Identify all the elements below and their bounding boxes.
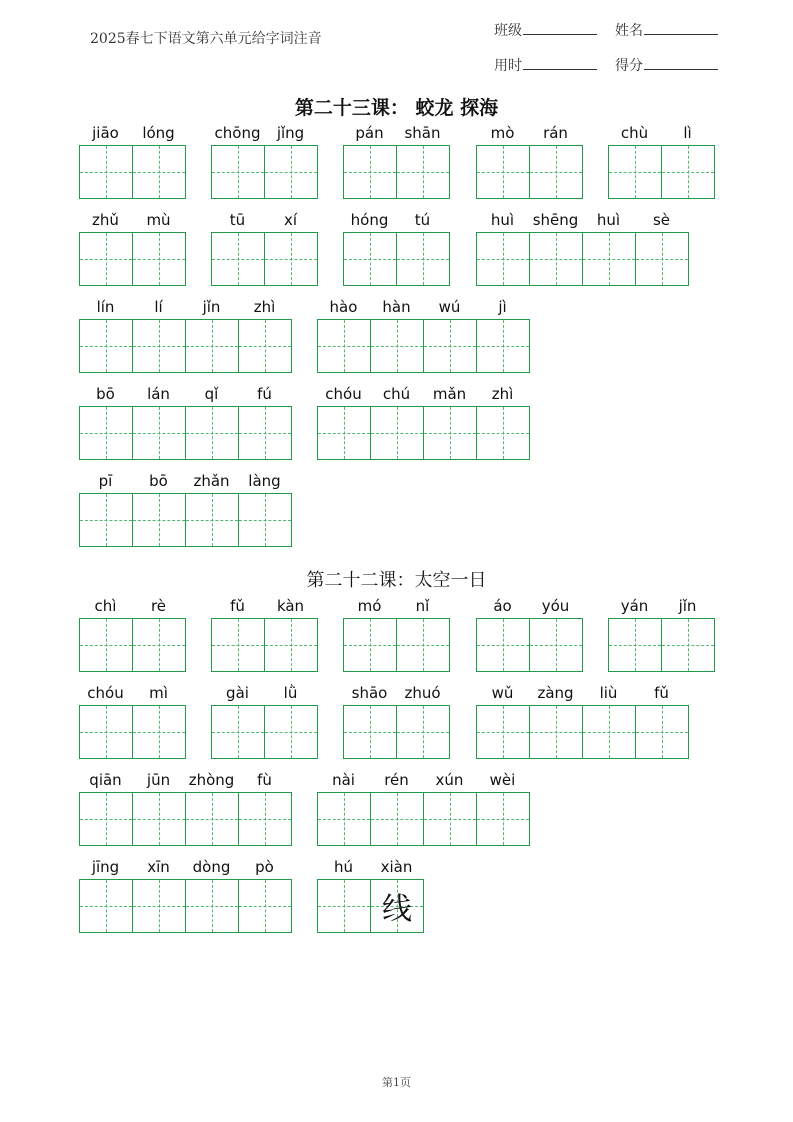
char-cell	[211, 681, 264, 759]
char-cell	[264, 208, 317, 286]
char-cell	[423, 295, 476, 373]
tian-zi-box[interactable]	[211, 145, 264, 199]
char-cell	[608, 121, 661, 199]
word-group	[211, 208, 317, 286]
pinyin-label: mó	[357, 597, 382, 615]
pinyin-label: huì	[490, 211, 515, 229]
pinyin-label: gài	[226, 684, 249, 702]
pinyin-label: hú	[333, 858, 353, 876]
pinyin-label: xiàn	[380, 858, 413, 876]
pinyin-label: xí	[283, 211, 298, 229]
tian-zi-box[interactable]	[370, 319, 423, 373]
pinyin-label: lí	[154, 298, 163, 316]
tian-zi-box[interactable]	[423, 792, 476, 846]
pinyin-label: mì	[149, 684, 168, 702]
tian-zi-box[interactable]	[132, 618, 186, 672]
pinyin-label: áo	[493, 597, 512, 615]
char-cell	[476, 382, 529, 460]
char-cell	[132, 681, 185, 759]
tian-zi-box[interactable]	[132, 792, 185, 846]
pinyin-label: jūn	[146, 771, 171, 789]
tian-zi-box[interactable]	[476, 406, 530, 460]
pinyin-label: zhòng	[188, 771, 235, 789]
char-cell	[396, 208, 449, 286]
pinyin-label: zhǔ	[92, 211, 119, 229]
tian-zi-box[interactable]	[238, 406, 292, 460]
time-blank[interactable]	[523, 57, 597, 70]
char-cell	[79, 681, 132, 759]
pinyin-label: jǐn	[202, 298, 221, 316]
name-field	[615, 20, 718, 40]
tian-zi-box[interactable]	[396, 232, 450, 286]
char-cell	[132, 121, 185, 199]
tian-zi-box[interactable]	[370, 879, 424, 933]
pinyin-label: lǜ	[283, 684, 298, 702]
word-group	[476, 208, 688, 286]
word-group	[343, 594, 449, 672]
char-cell	[317, 768, 370, 846]
tian-zi-box[interactable]	[132, 319, 185, 373]
hanzi-character: 线	[382, 892, 412, 927]
tian-zi-box[interactable]	[132, 705, 186, 759]
pinyin-label: zàng	[537, 684, 574, 702]
word-group	[211, 121, 317, 199]
char-cell	[529, 594, 582, 672]
char-cell	[185, 295, 238, 373]
char-cell	[476, 768, 529, 846]
tian-zi-box[interactable]	[582, 705, 635, 759]
tian-zi-box[interactable]	[476, 232, 529, 286]
section-title-lesson-23: 第二十三课： 蛟龙 探海	[294, 97, 499, 119]
char-cell	[132, 855, 185, 933]
pinyin-label: chì	[94, 597, 117, 615]
pinyin-label: hào	[329, 298, 358, 316]
pinyin-label: lì	[683, 124, 692, 142]
pinyin-label: yóu	[541, 597, 570, 615]
pinyin-label: zhǎn	[193, 472, 230, 490]
char-cell	[185, 469, 238, 547]
char-cell	[132, 768, 185, 846]
word-group	[79, 594, 185, 672]
time-field	[494, 55, 597, 75]
pinyin-label: yán	[620, 597, 649, 615]
tian-zi-box[interactable]	[317, 879, 370, 933]
pinyin-label: chōng	[214, 124, 261, 142]
pinyin-label: qǐ	[204, 385, 219, 403]
pinyin-label: chù	[620, 124, 649, 142]
char-cell	[370, 855, 423, 933]
char-cell	[79, 382, 132, 460]
char-cell	[423, 768, 476, 846]
time-label: 用时	[494, 58, 522, 74]
tian-zi-box[interactable]	[79, 618, 132, 672]
pinyin-label: tū	[229, 211, 246, 229]
pinyin-label: hàn	[382, 298, 411, 316]
char-cell	[661, 121, 714, 199]
section-title-lesson-22: 第二十二课：太空一日	[306, 570, 487, 591]
tian-zi-box[interactable]	[396, 618, 450, 672]
char-cell	[132, 469, 185, 547]
pinyin-label: lóng	[142, 124, 175, 142]
document-title: 2025春七下语文第六单元给字词注音	[90, 31, 322, 47]
word-group	[79, 295, 291, 373]
tian-zi-box[interactable]	[476, 145, 529, 199]
tian-zi-box[interactable]	[185, 792, 238, 846]
tian-zi-box[interactable]	[238, 879, 292, 933]
pinyin-label: liù	[599, 684, 618, 702]
tian-zi-box[interactable]	[608, 145, 661, 199]
pinyin-label: sè	[652, 211, 671, 229]
word-group	[608, 594, 714, 672]
word-group	[211, 594, 317, 672]
char-cell	[608, 594, 661, 672]
tian-zi-box[interactable]	[211, 618, 264, 672]
word-group	[343, 208, 449, 286]
tian-zi-box[interactable]	[396, 705, 450, 759]
tian-zi-box[interactable]	[343, 618, 396, 672]
tian-zi-box[interactable]	[317, 406, 370, 460]
char-cell	[370, 768, 423, 846]
pinyin-label: lín	[96, 298, 115, 316]
pinyin-label: bō	[96, 385, 115, 403]
tian-zi-box[interactable]	[476, 792, 530, 846]
tian-zi-box[interactable]	[317, 319, 370, 373]
char-cell	[317, 295, 370, 373]
pinyin-label: wú	[438, 298, 461, 316]
char-cell	[529, 681, 582, 759]
word-group	[343, 681, 449, 759]
char-cell	[264, 594, 317, 672]
char-cell	[238, 469, 291, 547]
name-label: 姓名	[615, 23, 643, 39]
pinyin-label: tú	[414, 211, 431, 229]
char-cell	[343, 208, 396, 286]
pinyin-label: shāo	[351, 684, 388, 702]
char-cell	[79, 208, 132, 286]
pinyin-label: shān	[404, 124, 441, 142]
pinyin-label: fù	[257, 771, 272, 789]
tian-zi-box[interactable]	[317, 792, 370, 846]
char-cell	[264, 681, 317, 759]
pinyin-label: xún	[435, 771, 464, 789]
tian-zi-box[interactable]	[79, 145, 132, 199]
tian-zi-box[interactable]	[79, 493, 132, 547]
char-cell	[79, 121, 132, 199]
pinyin-label: shēng	[532, 211, 579, 229]
tian-zi-box[interactable]	[238, 319, 292, 373]
pinyin-label: lán	[147, 385, 170, 403]
pinyin-label: jǐn	[678, 597, 697, 615]
word-group	[79, 208, 185, 286]
char-cell	[396, 121, 449, 199]
tian-zi-box[interactable]	[529, 618, 583, 672]
tian-zi-box[interactable]	[79, 705, 132, 759]
tian-zi-box[interactable]	[79, 406, 132, 460]
char-cell	[238, 295, 291, 373]
char-cell	[185, 382, 238, 460]
char-cell	[132, 594, 185, 672]
tian-zi-box[interactable]	[264, 705, 318, 759]
char-cell	[79, 469, 132, 547]
word-group	[79, 855, 291, 933]
pinyin-label: chóu	[87, 684, 124, 702]
pinyin-label: fǔ	[654, 684, 669, 702]
tian-zi-box[interactable]	[211, 232, 264, 286]
pinyin-label: rén	[384, 771, 409, 789]
tian-zi-box[interactable]	[238, 792, 292, 846]
score-field	[615, 55, 718, 75]
tian-zi-box[interactable]	[79, 879, 132, 933]
char-cell	[635, 208, 688, 286]
tian-zi-box[interactable]	[635, 232, 689, 286]
pinyin-label: wǔ	[491, 684, 514, 702]
tian-zi-box[interactable]	[423, 319, 476, 373]
char-cell	[79, 855, 132, 933]
char-cell	[476, 594, 529, 672]
pinyin-label: jiāo	[92, 124, 119, 142]
char-cell	[476, 681, 529, 759]
char-cell	[476, 208, 529, 286]
pinyin-label: mò	[490, 124, 515, 142]
word-group	[343, 121, 449, 199]
tian-zi-box[interactable]	[370, 792, 423, 846]
word-group	[79, 768, 291, 846]
char-cell	[185, 855, 238, 933]
pinyin-label: pò	[255, 858, 274, 876]
pinyin-label: qiān	[89, 771, 122, 789]
char-cell	[185, 768, 238, 846]
tian-zi-box[interactable]	[132, 493, 185, 547]
pinyin-label: dòng	[192, 858, 231, 876]
word-group	[608, 121, 714, 199]
pinyin-label: fǔ	[230, 597, 245, 615]
word-group	[317, 295, 529, 373]
tian-zi-box[interactable]	[582, 232, 635, 286]
pinyin-label: wèi	[489, 771, 516, 789]
char-cell	[529, 121, 582, 199]
tian-zi-box[interactable]	[264, 618, 318, 672]
tian-zi-box[interactable]	[238, 493, 292, 547]
tian-zi-box[interactable]	[185, 406, 238, 460]
word-group	[79, 469, 291, 547]
pinyin-label: pán	[355, 124, 384, 142]
pinyin-label: zhuó	[404, 684, 441, 702]
char-cell	[264, 121, 317, 199]
char-cell	[370, 382, 423, 460]
tian-zi-box[interactable]	[476, 618, 529, 672]
char-cell	[317, 382, 370, 460]
tian-zi-box[interactable]	[79, 319, 132, 373]
word-group	[79, 681, 185, 759]
score-label: 得分	[615, 58, 643, 74]
pinyin-label: jǐng	[276, 124, 305, 142]
char-cell	[529, 208, 582, 286]
char-cell	[211, 121, 264, 199]
char-cell	[343, 594, 396, 672]
pinyin-label: kàn	[276, 597, 305, 615]
pinyin-label: bō	[149, 472, 168, 490]
class-label: 班级	[494, 23, 522, 39]
char-cell	[635, 681, 688, 759]
score-blank[interactable]	[644, 57, 718, 70]
word-group	[476, 121, 582, 199]
tian-zi-box[interactable]	[529, 145, 583, 199]
word-group	[476, 594, 582, 672]
tian-zi-box[interactable]	[79, 232, 132, 286]
word-group	[79, 121, 185, 199]
tian-zi-box[interactable]	[608, 618, 661, 672]
char-cell	[132, 382, 185, 460]
pinyin-label: chóu	[325, 385, 362, 403]
pinyin-label: hóng	[350, 211, 389, 229]
tian-zi-box[interactable]	[79, 792, 132, 846]
tian-zi-box[interactable]	[185, 493, 238, 547]
char-cell	[132, 295, 185, 373]
word-group	[317, 855, 423, 933]
tian-zi-box[interactable]	[264, 145, 318, 199]
class-blank[interactable]	[523, 22, 597, 35]
tian-zi-box[interactable]	[423, 406, 476, 460]
char-cell	[396, 594, 449, 672]
char-cell	[79, 295, 132, 373]
word-group	[79, 382, 291, 460]
char-cell	[211, 208, 264, 286]
pinyin-label: chú	[382, 385, 411, 403]
char-cell	[476, 295, 529, 373]
pinyin-label: rè	[150, 597, 167, 615]
tian-zi-box[interactable]	[396, 145, 450, 199]
tian-zi-box[interactable]	[370, 406, 423, 460]
pinyin-label: huì	[596, 211, 621, 229]
tian-zi-box[interactable]	[661, 145, 715, 199]
char-cell	[132, 208, 185, 286]
tian-zi-box[interactable]	[132, 145, 186, 199]
char-cell	[211, 594, 264, 672]
char-cell	[582, 681, 635, 759]
pinyin-label: mù	[146, 211, 171, 229]
char-cell	[79, 594, 132, 672]
page-number: 第1页	[382, 1076, 411, 1089]
pinyin-label: xīn	[147, 858, 170, 876]
tian-zi-box[interactable]	[211, 705, 264, 759]
pinyin-label: nǐ	[415, 597, 430, 615]
pinyin-label: nài	[332, 771, 355, 789]
word-group	[317, 382, 529, 460]
tian-zi-box[interactable]	[185, 879, 238, 933]
char-cell	[343, 681, 396, 759]
tian-zi-box[interactable]	[529, 232, 582, 286]
pinyin-label: zhì	[253, 298, 276, 316]
tian-zi-box[interactable]	[343, 145, 396, 199]
class-field	[494, 20, 597, 40]
pinyin-label: jì	[498, 298, 507, 316]
word-group	[211, 681, 317, 759]
char-cell	[238, 768, 291, 846]
tian-zi-box[interactable]	[635, 705, 689, 759]
tian-zi-box[interactable]	[343, 705, 396, 759]
char-cell	[423, 382, 476, 460]
pinyin-label: mǎn	[432, 385, 467, 403]
char-cell	[661, 594, 714, 672]
pinyin-label: jīng	[91, 858, 120, 876]
tian-zi-box[interactable]	[476, 319, 530, 373]
tian-zi-box[interactable]	[529, 705, 582, 759]
char-cell	[317, 855, 370, 933]
pinyin-label: làng	[248, 472, 281, 490]
word-group	[476, 681, 688, 759]
tian-zi-box[interactable]	[185, 319, 238, 373]
char-cell	[396, 681, 449, 759]
char-cell	[238, 382, 291, 460]
tian-zi-box[interactable]	[264, 232, 318, 286]
char-cell	[238, 855, 291, 933]
name-blank[interactable]	[644, 22, 718, 35]
char-cell	[79, 768, 132, 846]
tian-zi-box[interactable]	[132, 406, 185, 460]
tian-zi-box[interactable]	[132, 879, 185, 933]
char-cell	[370, 295, 423, 373]
char-cell	[343, 121, 396, 199]
char-cell	[582, 208, 635, 286]
pinyin-label: rán	[543, 124, 568, 142]
tian-zi-box[interactable]	[343, 232, 396, 286]
word-group	[317, 768, 529, 846]
pinyin-label: fú	[257, 385, 272, 403]
char-cell	[476, 121, 529, 199]
tian-zi-box[interactable]	[661, 618, 715, 672]
pinyin-label: zhì	[491, 385, 514, 403]
tian-zi-box[interactable]	[132, 232, 186, 286]
tian-zi-box[interactable]	[476, 705, 529, 759]
pinyin-label: pī	[98, 472, 113, 490]
